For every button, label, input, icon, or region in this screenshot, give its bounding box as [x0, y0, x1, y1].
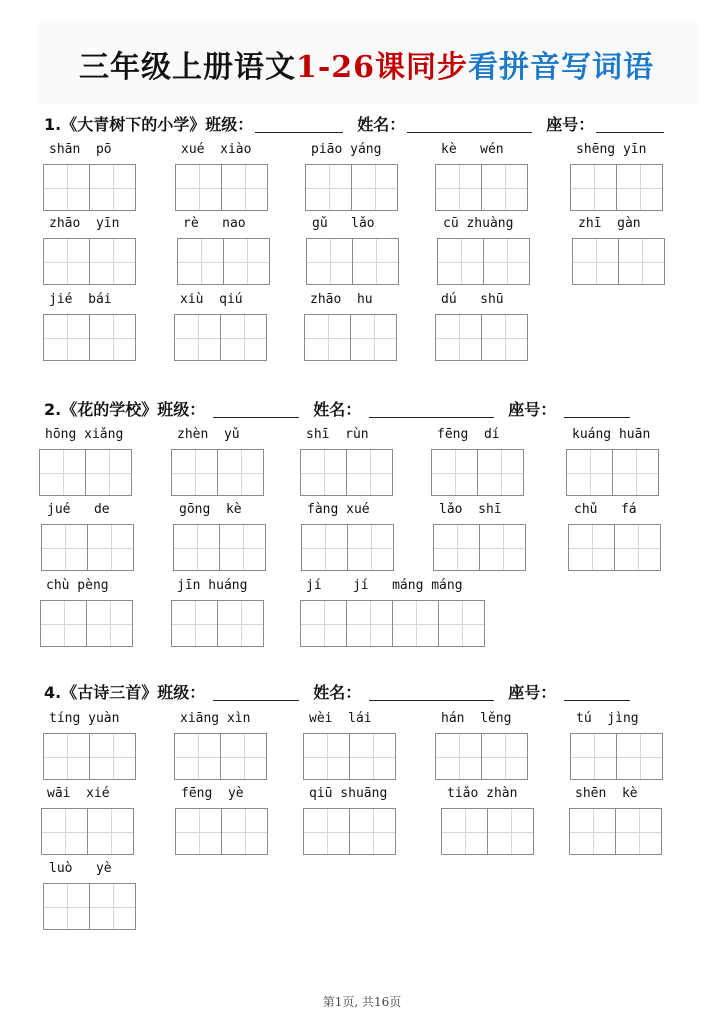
character-cell[interactable]	[435, 164, 482, 211]
pinyin-label: rè nao	[183, 216, 246, 231]
character-cell[interactable]	[431, 449, 478, 496]
character-cell[interactable]	[173, 524, 220, 571]
pinyin-label: gōng kè	[179, 502, 242, 517]
character-cell[interactable]	[43, 238, 90, 285]
class-field[interactable]	[213, 401, 299, 418]
writing-grid	[569, 808, 662, 855]
character-cell[interactable]	[615, 808, 662, 855]
section-1-header	[44, 112, 668, 135]
character-cell[interactable]	[43, 314, 90, 361]
character-cell[interactable]	[174, 314, 221, 361]
character-cell[interactable]	[305, 164, 352, 211]
writing-grid	[306, 238, 399, 285]
name-label: 姓名：	[357, 115, 406, 134]
pinyin-label: jié bái	[49, 292, 112, 307]
character-cell[interactable]	[219, 524, 266, 571]
writing-grid	[40, 600, 133, 647]
character-cell[interactable]	[89, 164, 136, 211]
writing-grid	[431, 449, 524, 496]
writing-grid	[171, 449, 264, 496]
page-footer: 第1页, 共16页	[322, 995, 402, 1009]
pinyin-label: chù pèng	[46, 578, 109, 593]
character-cell[interactable]	[435, 733, 482, 780]
pinyin-label: tíng yuàn	[49, 711, 120, 726]
writing-grid	[441, 808, 534, 855]
pinyin-label: shēn kè	[575, 786, 638, 801]
writing-grid	[433, 524, 526, 571]
class-field[interactable]	[255, 116, 343, 133]
section-2-header	[44, 397, 634, 420]
character-cell[interactable]	[89, 314, 136, 361]
pinyin-label: fēng yè	[181, 786, 244, 801]
pinyin-label: jīn huáng	[177, 578, 248, 593]
pinyin-label: cū zhuàng	[443, 216, 514, 231]
character-cell[interactable]	[41, 524, 88, 571]
character-cell[interactable]	[300, 600, 347, 647]
name-field[interactable]	[369, 684, 494, 701]
character-cell[interactable]	[435, 314, 482, 361]
name-label: 姓名：	[313, 400, 362, 419]
writing-grid	[300, 449, 393, 496]
pinyin-label: jí jí máng máng	[306, 578, 463, 593]
character-cell[interactable]	[481, 733, 528, 780]
character-cell[interactable]	[41, 808, 88, 855]
character-cell[interactable]	[220, 314, 267, 361]
pinyin-label: qiū shuāng	[309, 786, 388, 801]
writing-grid	[175, 808, 268, 855]
writing-grid	[304, 314, 397, 361]
character-cell[interactable]	[569, 808, 616, 855]
character-cell[interactable]	[40, 600, 87, 647]
writing-grid	[300, 600, 485, 647]
character-cell[interactable]	[483, 238, 530, 285]
class-label: 班级：	[157, 400, 206, 419]
pinyin-label: tú jìng	[576, 711, 639, 726]
section-title: 4.《古诗三首》	[44, 683, 158, 702]
character-cell[interactable]	[221, 164, 268, 211]
pinyin-label: kè wén	[441, 142, 504, 157]
name-field[interactable]	[369, 401, 494, 418]
character-cell[interactable]	[43, 164, 90, 211]
character-cell[interactable]	[171, 600, 218, 647]
seat-field[interactable]	[596, 116, 664, 133]
character-cell[interactable]	[392, 600, 439, 647]
writing-grid	[43, 238, 136, 285]
character-cell[interactable]	[175, 808, 222, 855]
writing-grid	[43, 164, 136, 211]
writing-grid	[43, 733, 136, 780]
character-cell[interactable]	[300, 449, 347, 496]
character-cell[interactable]	[346, 600, 393, 647]
character-cell[interactable]	[87, 524, 134, 571]
writing-grid	[566, 449, 659, 496]
pinyin-label: fēng dí	[437, 427, 500, 442]
character-cell[interactable]	[175, 164, 222, 211]
character-cell[interactable]	[566, 449, 613, 496]
character-cell[interactable]	[441, 808, 488, 855]
pinyin-label: zhāo hu	[310, 292, 373, 307]
pinyin-label: wāi xié	[47, 786, 110, 801]
title-part-task: 看拼音写词语	[468, 49, 655, 85]
pinyin-label: piāo yáng	[311, 142, 382, 157]
writing-grid	[303, 733, 396, 780]
pinyin-label: tiǎo zhàn	[447, 786, 518, 801]
pinyin-label: dú shū	[441, 292, 504, 307]
pinyin-label: shēng yīn	[576, 142, 647, 157]
seat-label: 座号：	[546, 115, 595, 134]
writing-grid	[437, 238, 530, 285]
pinyin-label: fàng xué	[307, 502, 370, 517]
character-cell[interactable]	[347, 524, 394, 571]
character-cell[interactable]	[220, 733, 267, 780]
character-cell[interactable]	[303, 733, 350, 780]
character-cell[interactable]	[87, 808, 134, 855]
character-cell[interactable]	[618, 238, 665, 285]
section-4-header	[44, 680, 634, 703]
pinyin-label: kuáng huān	[572, 427, 651, 442]
writing-grid	[41, 808, 134, 855]
name-field[interactable]	[407, 116, 532, 133]
writing-grid	[177, 238, 270, 285]
character-cell[interactable]	[86, 600, 133, 647]
character-cell[interactable]	[349, 733, 396, 780]
section-title: 1.《大青树下的小学》	[44, 115, 206, 134]
writing-grid	[570, 733, 663, 780]
character-cell[interactable]	[303, 808, 350, 855]
character-cell[interactable]	[568, 524, 615, 571]
pinyin-label: zhī gàn	[578, 216, 641, 231]
seat-field[interactable]	[564, 684, 630, 701]
section-title: 2.《花的学校》	[44, 400, 158, 419]
writing-grid	[305, 164, 398, 211]
pinyin-label: xiù qiú	[180, 292, 243, 307]
title-part-grade: 三年级上册语文	[78, 49, 296, 85]
class-label: 班级：	[205, 115, 254, 134]
writing-grid	[41, 524, 134, 571]
writing-grid	[174, 733, 267, 780]
character-cell[interactable]	[171, 449, 218, 496]
character-cell[interactable]	[177, 238, 224, 285]
seat-label: 座号：	[508, 400, 557, 419]
character-cell[interactable]	[174, 733, 221, 780]
pinyin-label: xiāng xìn	[180, 711, 251, 726]
character-cell[interactable]	[43, 733, 90, 780]
writing-grid	[435, 733, 528, 780]
character-cell[interactable]	[481, 164, 528, 211]
character-cell[interactable]	[616, 733, 663, 780]
pinyin-label: zhèn yǔ	[177, 427, 240, 442]
character-cell[interactable]	[437, 238, 484, 285]
title-part-lessons: 1-26课同步	[295, 49, 469, 85]
writing-grid	[39, 449, 132, 496]
writing-grid	[43, 314, 136, 361]
character-cell[interactable]	[306, 238, 353, 285]
class-label: 班级：	[157, 683, 206, 702]
pinyin-label: xué xiào	[181, 142, 252, 157]
character-cell[interactable]	[570, 164, 617, 211]
character-cell[interactable]	[350, 314, 397, 361]
writing-grid	[435, 164, 528, 211]
character-cell[interactable]	[614, 524, 661, 571]
seat-label: 座号：	[508, 683, 557, 702]
writing-grid	[572, 238, 665, 285]
writing-grid	[568, 524, 661, 571]
character-cell[interactable]	[477, 449, 524, 496]
pinyin-label: shān pō	[49, 142, 112, 157]
pinyin-label: chǔ fá	[574, 502, 637, 517]
class-field[interactable]	[213, 684, 299, 701]
writing-grid	[175, 164, 268, 211]
character-cell[interactable]	[89, 733, 136, 780]
writing-grid	[173, 524, 266, 571]
character-cell[interactable]	[89, 883, 136, 930]
writing-grid	[301, 524, 394, 571]
writing-grid	[435, 314, 528, 361]
writing-grid	[303, 808, 396, 855]
character-cell[interactable]	[85, 449, 132, 496]
character-cell[interactable]	[349, 808, 396, 855]
character-cell[interactable]	[570, 733, 617, 780]
pinyin-label: zhāo yīn	[49, 216, 120, 231]
character-cell[interactable]	[433, 524, 480, 571]
character-cell[interactable]	[39, 449, 86, 496]
pinyin-label: hōng xiǎng	[45, 427, 124, 442]
writing-grid	[174, 314, 267, 361]
title-banner	[36, 23, 697, 104]
character-cell[interactable]	[221, 808, 268, 855]
character-cell[interactable]	[346, 449, 393, 496]
character-cell[interactable]	[479, 524, 526, 571]
pinyin-label: lǎo shī	[439, 502, 502, 517]
character-cell[interactable]	[43, 883, 90, 930]
character-cell[interactable]	[352, 238, 399, 285]
character-cell[interactable]	[217, 600, 264, 647]
character-cell[interactable]	[481, 314, 528, 361]
character-cell[interactable]	[487, 808, 534, 855]
character-cell[interactable]	[217, 449, 264, 496]
pinyin-label: wèi lái	[309, 711, 372, 726]
pinyin-label: jué de	[47, 502, 110, 517]
page-title	[79, 42, 654, 86]
writing-grid	[43, 883, 136, 930]
seat-field[interactable]	[564, 401, 630, 418]
character-cell[interactable]	[223, 238, 270, 285]
character-cell[interactable]	[89, 238, 136, 285]
character-cell[interactable]	[304, 314, 351, 361]
name-label: 姓名：	[313, 683, 362, 702]
pinyin-label: shī rùn	[306, 427, 369, 442]
pinyin-label: hán lěng	[441, 711, 512, 726]
character-cell[interactable]	[612, 449, 659, 496]
writing-grid	[171, 600, 264, 647]
pinyin-label: luò yè	[49, 861, 112, 876]
character-cell[interactable]	[616, 164, 663, 211]
character-cell[interactable]	[572, 238, 619, 285]
writing-grid	[570, 164, 663, 211]
character-cell[interactable]	[438, 600, 485, 647]
character-cell[interactable]	[351, 164, 398, 211]
pinyin-label: gǔ lǎo	[312, 216, 375, 231]
character-cell[interactable]	[301, 524, 348, 571]
